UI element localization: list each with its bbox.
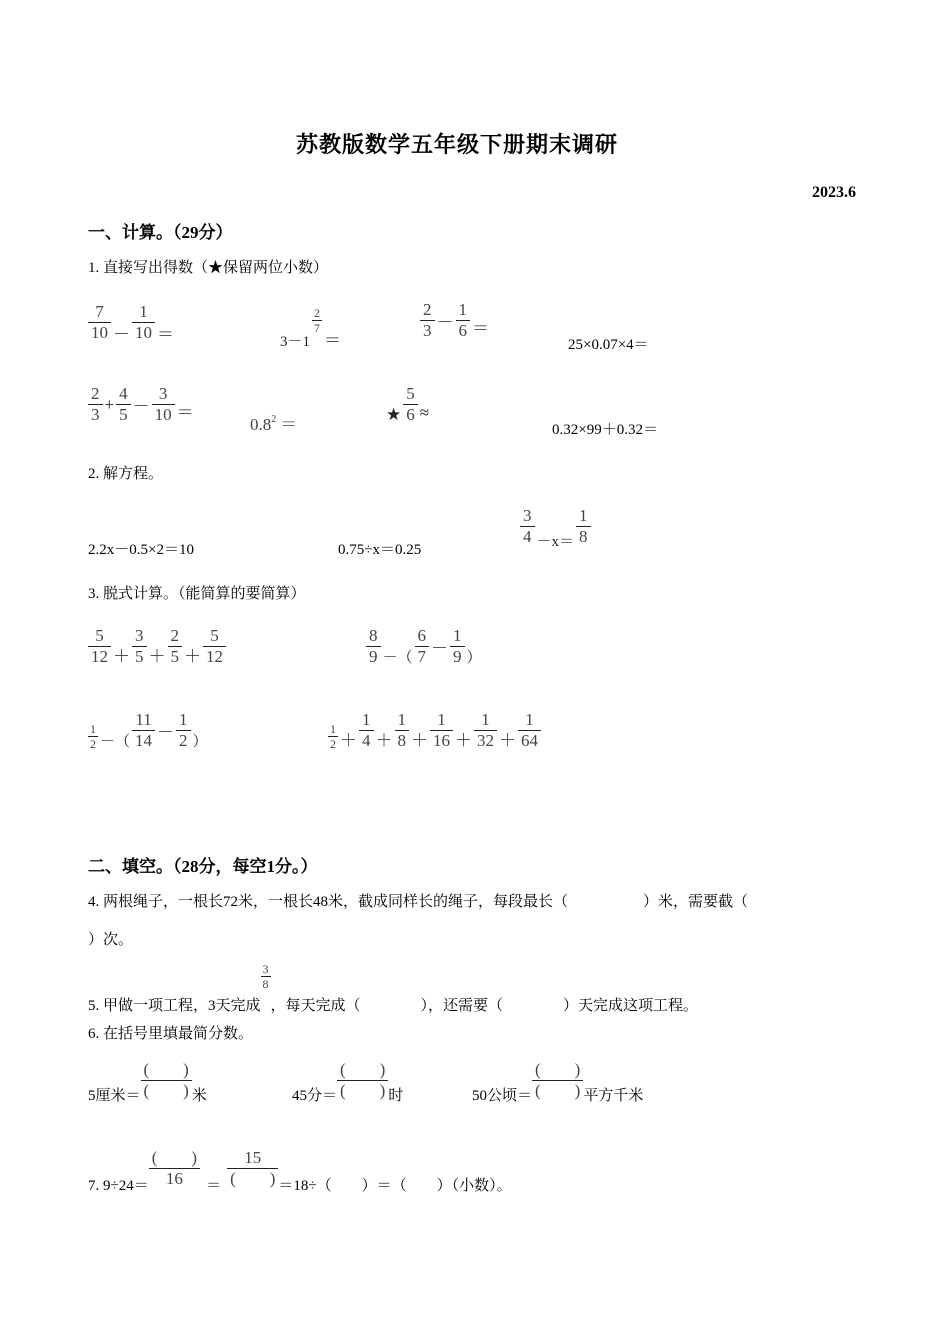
fraction: $\frac{1}{8}$ <box>395 710 410 751</box>
fraction: $\frac{1}{2}$ <box>176 710 191 751</box>
fraction: $\frac{1}{32}$ <box>474 710 497 751</box>
q3-expr-1: $\frac{5}{12}$ ＋ $\frac{3}{5}$ ＋ $\frac{2}{5}$ ＋ $\frac{5}{12}$ <box>88 626 226 667</box>
fraction: $\frac{1}{8}$ <box>576 506 591 547</box>
answer-blank-fraction[interactable]: $\frac{15}{( )}$ <box>227 1148 278 1189</box>
fraction: $\frac{3}{10}$ <box>152 384 175 425</box>
fraction: $\frac{7}{10}$ <box>88 302 111 343</box>
q1-expr-1: $\frac{7}{10}$ － $\frac{1}{10}$ ＝ <box>88 300 176 345</box>
q3-expr-4: $\frac{1}{2}$ ＋ $\frac{1}{4}$ ＋ $\frac{1}{8}$ ＋ $\frac{1}{16}$ ＋ $\frac{1}{32}$ ＋ $\frac{1}{64}$ <box>328 710 541 751</box>
fraction: $\frac{2}{5}$ <box>168 626 183 667</box>
fraction: $\frac{8}{9}$ <box>366 626 381 667</box>
fraction: $\frac{1}{9}$ <box>450 626 465 667</box>
fraction: $\frac{3}{5}$ <box>132 626 147 667</box>
q4-line-1: 4. 两根绳子，一根长72米，一根长48米，截成同样长的绳子，每段最长（ ）米，需要截（ <box>88 894 749 910</box>
q3-expr-2: $\frac{8}{9}$ －（ $\frac{6}{7}$ － $\frac{1}{9}$ ） <box>366 626 484 667</box>
q2-eq-1: 2.2x－0.5×2＝10 <box>88 542 194 558</box>
fraction: $\frac{2}{3}$ <box>420 300 435 341</box>
q3-expr-3: $\frac{1}{2}$ －（ $\frac{11}{14}$ － $\frac{1}{2}$ ） <box>90 710 208 751</box>
q2-eq-2: 0.75÷x＝0.25 <box>338 542 422 558</box>
q1-expr-3: $\frac{2}{3}$ － $\frac{1}{6}$ ＝ <box>420 300 491 341</box>
q1-expr-2: 3－1 $\frac{2}{7}$ ＝ <box>280 306 342 350</box>
q1-expr-7: ★ $\frac{5}{6}$ ≈ <box>386 384 430 424</box>
fraction: $\frac{5}{12}$ <box>88 626 111 667</box>
fraction: $\frac{1}{64}$ <box>518 710 541 751</box>
answer-blank-fraction[interactable]: $\frac{( )}{16}$ <box>149 1148 200 1189</box>
q3-label: 3. 脱式计算。（能简算的要简算） <box>88 586 306 602</box>
fraction: $\frac{4}{5}$ <box>116 384 131 425</box>
q2-label: 2. 解方程。 <box>88 466 164 482</box>
fraction: $\frac{1}{2}$ <box>90 721 96 751</box>
star-icon: ★ <box>386 404 402 424</box>
fraction: $\frac{3}{4}$ <box>520 506 535 547</box>
q6-item-3: 50公顷＝ $\frac{( )}{( )}$ 平方千米 <box>472 1060 644 1104</box>
q1-expr-6: $0.8^2$ ＝ <box>250 414 298 434</box>
q1-label: 1. 直接写出得数（★保留两位小数） <box>88 260 329 276</box>
fraction: $\frac{1}{16}$ <box>430 710 453 751</box>
section2-heading: 二、填空。（28分，每空1分。） <box>88 857 318 876</box>
fraction: $\frac{5}{12}$ <box>203 626 226 667</box>
fraction: $\frac{1}{10}$ <box>132 302 155 343</box>
q1-expr-8: 0.32×99＋0.32＝ <box>552 422 658 438</box>
answer-blank-fraction[interactable]: $\frac{( )}{( )}$ <box>532 1060 583 1101</box>
answer-blank-fraction[interactable]: $\frac{( )}{( )}$ <box>141 1060 192 1101</box>
fraction: $\frac{3}{8}$ <box>262 962 269 991</box>
q6-item-1: 5厘米＝ $\frac{( )}{( )}$ 米 <box>88 1060 207 1104</box>
fraction: $\frac{2}{7}$ <box>314 306 321 335</box>
exam-date: 2023.6 <box>812 184 856 201</box>
q6-label: 6. 在括号里填最简分数。 <box>88 1026 254 1042</box>
q5: 5. 甲做一项工程，3天完成 $\frac{3}{8}$ ，每天完成（ ），还需要（ ）天完成这项工程。 <box>88 962 699 1014</box>
q2-eq-3: $\frac{3}{4}$ －x＝ $\frac{1}{8}$ <box>520 506 591 551</box>
q4-line-2: ）次。 <box>88 932 134 948</box>
fraction: $\frac{1}{4}$ <box>359 710 374 751</box>
page-title: 苏教版数学五年级下册期末调研 <box>296 132 619 157</box>
q6-item-2: 45分＝ $\frac{( )}{( )}$ 时 <box>292 1060 404 1104</box>
fraction: $\frac{2}{3}$ <box>88 384 103 425</box>
fraction: $\frac{1}{6}$ <box>456 300 471 341</box>
q1-expr-4: 25×0.07×4＝ <box>568 337 649 353</box>
fraction: $\frac{11}{14}$ <box>132 710 155 751</box>
fraction: $\frac{5}{6}$ <box>403 384 418 425</box>
section1-heading: 一、计算。（29分） <box>88 223 233 242</box>
q1-expr-5: $\frac{2}{3}$ + $\frac{4}{5}$ － $\frac{3}{10}$ ＝ <box>88 384 196 425</box>
fraction: $\frac{1}{2}$ <box>330 721 336 751</box>
q7: 7. 9÷24＝ $\frac{( )}{16}$ ＝ $\frac{15}{( )}$ ＝18÷（ ）＝（ ）（小数）。 <box>88 1148 512 1194</box>
answer-blank-fraction[interactable]: $\frac{( )}{( )}$ <box>337 1060 388 1101</box>
fraction: $\frac{6}{7}$ <box>415 626 430 667</box>
